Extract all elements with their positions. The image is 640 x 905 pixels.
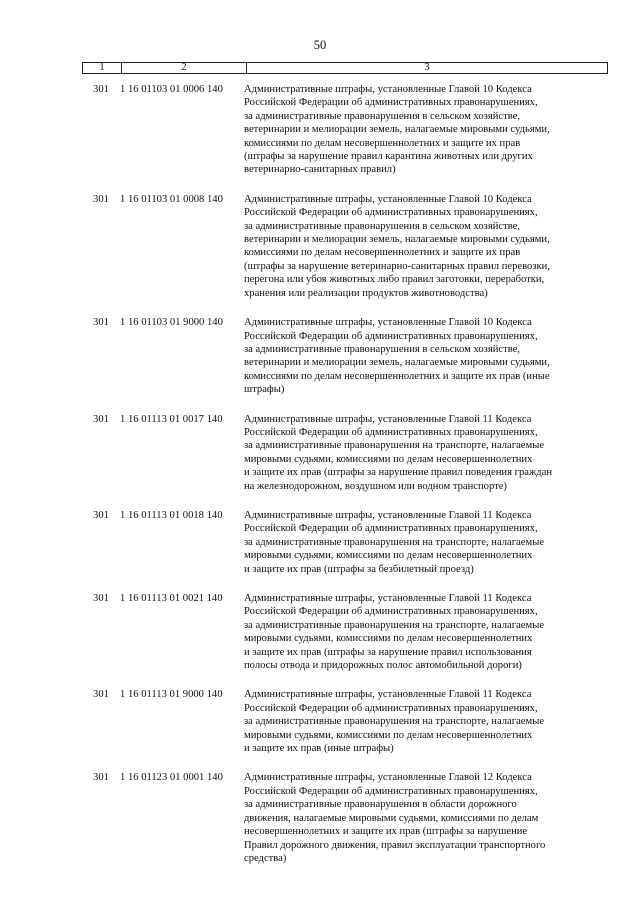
column-header-table (82, 62, 608, 74)
income-description: Административные штрафы, установленные Главой 11 Кодекса Российской Федерации об административных правонарушениях, за административные правонарушения на транспорте, налагаемые мировыми судьями, комиссиями по делам несовершеннолетних и защите их прав (иные штрафы) (244, 689, 545, 755)
budget-code: 1 16 01123 01 0001 140 (120, 772, 223, 784)
column-header-1: 1 (83, 63, 122, 74)
admin-code: 301 (93, 317, 109, 329)
budget-code: 1 16 01113 01 0021 140 (120, 593, 223, 604)
column-header-2: 2 (122, 63, 247, 74)
table-row (82, 771, 608, 865)
table-row (82, 688, 608, 755)
admin-code: 301 (93, 689, 109, 701)
income-description: Административные штрафы, установленные Главой 11 Кодекса Российской Федерации об административных правонарушениях, за административные правонарушения на транспорте, налагаемые мировыми судьями, комиссиями по делам несовершеннолетних и защите их прав (штрафы за нарушение правил использования полосы отвода и придорожных полос автомобильной дороги) (244, 593, 545, 672)
budget-code: 1 16 01103 01 0008 140 (120, 193, 223, 205)
budget-code: 1 16 01113 01 0017 140 (120, 413, 223, 425)
admin-code: 301 (93, 413, 109, 425)
budget-code: 1 16 01113 01 0018 140 (120, 509, 223, 521)
table-row (82, 193, 608, 300)
table-row (82, 413, 608, 493)
column-header-3: 3 (247, 63, 608, 74)
admin-code: 301 (93, 509, 109, 521)
budget-code: 1 16 01103 01 0006 140 (120, 84, 223, 95)
table-row (82, 509, 608, 576)
income-description: Административные штрафы, установленные Главой 12 Кодекса Российской Федерации об административных правонарушениях, за административные правонарушения в области дорожного движения, налагаемые мировыми судьями, комиссиями по делам несовершеннолетних и защите их прав (штрафы за нарушение Правил дорожного движения, правил эксплуатации транспортного средства) (244, 772, 546, 864)
table-body (82, 83, 608, 881)
income-description: Административные штрафы, установленные Главой 10 Кодекса Российской Федерации об административных правонарушениях, за административные правонарушения в сельском хозяйстве, ветеринарии и мелиорации земель, налагаемые мировыми судьями, комиссиями по делам несовершеннолетних и защите их прав (штрафы за нарушение ветеринарно-санитарных правил перевозки, перегона или убоя животных либо правил заготовки, переработки, хранения или реализации продуктов животноводства) (244, 193, 550, 299)
income-description: Административные штрафы, установленные Главой 10 Кодекса Российской Федерации об административных правонарушениях, за административные правонарушения в сельском хозяйстве, ветеринарии и мелиорации земель, налагаемые мировыми судьями, комиссиями по делам несовершеннолетних и защите их прав (штрафы за нарушение правил карантина животных или других ветеринарно-санитарных правил) (244, 84, 550, 176)
table-row (82, 83, 608, 177)
admin-code: 301 (93, 84, 109, 95)
income-description: Административные штрафы, установленные Главой 11 Кодекса Российской Федерации об административных правонарушениях, за административные правонарушения на транспорте, налагаемые мировыми судьями, комиссиями по делам несовершеннолетних и защите их прав (штрафы за безбилетный проезд) (244, 509, 545, 575)
admin-code: 301 (93, 772, 109, 784)
page-number: 50 (313, 38, 327, 52)
table-row (82, 592, 608, 672)
budget-code: 1 16 01103 01 9000 140 (120, 317, 223, 329)
budget-code: 1 16 01113 01 9000 140 (120, 689, 223, 701)
table-row (82, 316, 608, 396)
admin-code: 301 (93, 593, 109, 604)
income-description: Административные штрафы, установленные Главой 11 Кодекса Российской Федерации об административных правонарушениях, за административные правонарушения на транспорте, налагаемые мировыми судьями, комиссиями по делам несовершеннолетних и защите их прав (штрафы за нарушение правил поведения граждан на железнодорожном, воздушном или водном транспорте) (244, 413, 553, 492)
income-description: Административные штрафы, установленные Главой 10 Кодекса Российской Федерации об административных правонарушениях, за административные правонарушения в сельском хозяйстве, ветеринарии и мелиорации земель, налагаемые мировыми судьями, комиссиями по делам несовершеннолетних и защите их прав (иные штрафы) (244, 317, 550, 396)
admin-code: 301 (93, 193, 109, 205)
